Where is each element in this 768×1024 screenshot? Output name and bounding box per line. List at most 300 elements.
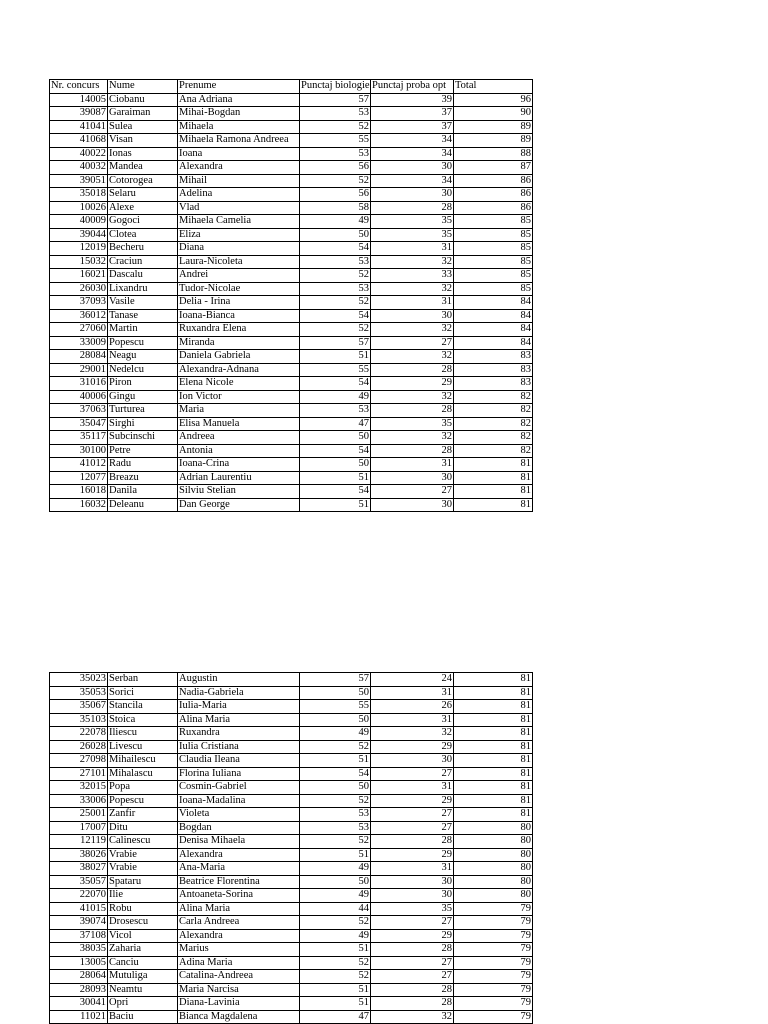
- nume-cell: Ditu: [108, 821, 178, 835]
- prenume-cell: Ioana-Bianca: [178, 309, 300, 323]
- nume-cell: Lixandru: [108, 282, 178, 296]
- header-nume: Nume: [108, 80, 178, 94]
- nume-cell: Ciobanu: [108, 93, 178, 107]
- punctaj-proba-opt-cell: 29: [371, 929, 454, 943]
- punctaj-biologie-cell: 57: [300, 93, 371, 107]
- prenume-cell: Ruxandra: [178, 727, 300, 741]
- punctaj-proba-opt-cell: 30: [371, 889, 454, 903]
- nume-cell: Ionas: [108, 147, 178, 161]
- total-cell: 79: [454, 943, 533, 957]
- punctaj-biologie-cell: 49: [300, 862, 371, 876]
- table-row: [50, 997, 533, 1011]
- punctaj-proba-opt-cell: 27: [371, 808, 454, 822]
- nume-cell: Deleanu: [108, 498, 178, 512]
- punctaj-biologie-cell: 56: [300, 188, 371, 202]
- nume-cell: Serban: [108, 673, 178, 687]
- nume-cell: Cotorogea: [108, 174, 178, 188]
- prenume-cell: Antonia: [178, 444, 300, 458]
- table-row: [50, 767, 533, 781]
- table-row: [50, 875, 533, 889]
- nume-cell: Robu: [108, 902, 178, 916]
- punctaj-proba-opt-cell: 28: [371, 404, 454, 418]
- prenume-cell: Alexandra: [178, 929, 300, 943]
- nume-cell: Selaru: [108, 188, 178, 202]
- total-cell: 88: [454, 147, 533, 161]
- punctaj-biologie-cell: 47: [300, 417, 371, 431]
- nume-cell: Turturea: [108, 404, 178, 418]
- table-row: [50, 296, 533, 310]
- nume-cell: Piron: [108, 377, 178, 391]
- nr-concurs-cell: 28084: [50, 350, 108, 364]
- nr-concurs-cell: 35018: [50, 188, 108, 202]
- nume-cell: Danila: [108, 485, 178, 499]
- nume-cell: Becheru: [108, 242, 178, 256]
- punctaj-proba-opt-cell: 33: [371, 269, 454, 283]
- punctaj-proba-opt-cell: 24: [371, 673, 454, 687]
- punctaj-proba-opt-cell: 30: [371, 498, 454, 512]
- total-cell: 82: [454, 444, 533, 458]
- punctaj-proba-opt-cell: 30: [371, 161, 454, 175]
- prenume-cell: Ioana-Madalina: [178, 794, 300, 808]
- punctaj-proba-opt-cell: 31: [371, 862, 454, 876]
- prenume-cell: Bogdan: [178, 821, 300, 835]
- punctaj-proba-opt-cell: 27: [371, 336, 454, 350]
- total-cell: 79: [454, 929, 533, 943]
- punctaj-proba-opt-cell: 32: [371, 1010, 454, 1024]
- total-cell: 80: [454, 848, 533, 862]
- nume-cell: Stoica: [108, 713, 178, 727]
- total-cell: 81: [454, 727, 533, 741]
- punctaj-biologie-cell: 52: [300, 835, 371, 849]
- nume-cell: Alexe: [108, 201, 178, 215]
- prenume-cell: Mihaela Ramona Andreea: [178, 134, 300, 148]
- total-cell: 85: [454, 255, 533, 269]
- nume-cell: Neamtu: [108, 983, 178, 997]
- nr-concurs-cell: 35047: [50, 417, 108, 431]
- prenume-cell: Ana-Maria: [178, 862, 300, 876]
- punctaj-biologie-cell: 55: [300, 363, 371, 377]
- nr-concurs-cell: 35023: [50, 673, 108, 687]
- nume-cell: Vrabie: [108, 862, 178, 876]
- punctaj-proba-opt-cell: 27: [371, 821, 454, 835]
- nume-cell: Baciu: [108, 1010, 178, 1024]
- table-row: [50, 983, 533, 997]
- punctaj-proba-opt-cell: 30: [371, 875, 454, 889]
- nume-cell: Vasile: [108, 296, 178, 310]
- total-cell: 81: [454, 673, 533, 687]
- nr-concurs-cell: 32015: [50, 781, 108, 795]
- nr-concurs-cell: 14005: [50, 93, 108, 107]
- table-row: [50, 174, 533, 188]
- nume-cell: Spataru: [108, 875, 178, 889]
- punctaj-proba-opt-cell: 28: [371, 997, 454, 1011]
- total-cell: 90: [454, 107, 533, 121]
- punctaj-biologie-cell: 50: [300, 228, 371, 242]
- table-row: [50, 336, 533, 350]
- punctaj-proba-opt-cell: 30: [371, 188, 454, 202]
- table-row: [50, 228, 533, 242]
- punctaj-proba-opt-cell: 27: [371, 916, 454, 930]
- punctaj-biologie-cell: 53: [300, 821, 371, 835]
- table-row: [50, 309, 533, 323]
- table-row: [50, 485, 533, 499]
- nr-concurs-cell: 22070: [50, 889, 108, 903]
- punctaj-proba-opt-cell: 31: [371, 713, 454, 727]
- punctaj-proba-opt-cell: 29: [371, 740, 454, 754]
- nume-cell: Sirghi: [108, 417, 178, 431]
- nr-concurs-cell: 35053: [50, 686, 108, 700]
- punctaj-proba-opt-cell: 32: [371, 727, 454, 741]
- punctaj-proba-opt-cell: 35: [371, 215, 454, 229]
- punctaj-biologie-cell: 52: [300, 970, 371, 984]
- results-table-top: [49, 79, 533, 512]
- punctaj-biologie-cell: 52: [300, 120, 371, 134]
- nume-cell: Stancila: [108, 700, 178, 714]
- total-cell: 81: [454, 485, 533, 499]
- nr-concurs-cell: 38027: [50, 862, 108, 876]
- nr-concurs-cell: 33006: [50, 794, 108, 808]
- total-cell: 83: [454, 377, 533, 391]
- table-row: [50, 161, 533, 175]
- nr-concurs-cell: 41015: [50, 902, 108, 916]
- nr-concurs-cell: 27098: [50, 754, 108, 768]
- punctaj-proba-opt-cell: 39: [371, 93, 454, 107]
- total-cell: 80: [454, 889, 533, 903]
- punctaj-biologie-cell: 54: [300, 485, 371, 499]
- nume-cell: Gogoci: [108, 215, 178, 229]
- nr-concurs-cell: 38035: [50, 943, 108, 957]
- nume-cell: Popescu: [108, 794, 178, 808]
- prenume-cell: Marius: [178, 943, 300, 957]
- nr-concurs-cell: 35067: [50, 700, 108, 714]
- table-row: [50, 390, 533, 404]
- nr-concurs-cell: 40032: [50, 161, 108, 175]
- total-cell: 86: [454, 174, 533, 188]
- punctaj-proba-opt-cell: 30: [371, 471, 454, 485]
- nr-concurs-cell: 22078: [50, 727, 108, 741]
- results-table-bottom: [49, 672, 533, 1024]
- nume-cell: Opri: [108, 997, 178, 1011]
- prenume-cell: Tudor-Nicolae: [178, 282, 300, 296]
- prenume-cell: Violeta: [178, 808, 300, 822]
- nume-cell: Garaiman: [108, 107, 178, 121]
- nr-concurs-cell: 28064: [50, 970, 108, 984]
- total-cell: 83: [454, 350, 533, 364]
- total-cell: 84: [454, 296, 533, 310]
- table-row: [50, 956, 533, 970]
- prenume-cell: Florina Iuliana: [178, 767, 300, 781]
- total-cell: 82: [454, 404, 533, 418]
- prenume-cell: Cosmin-Gabriel: [178, 781, 300, 795]
- table-row: [50, 458, 533, 472]
- punctaj-proba-opt-cell: 32: [371, 255, 454, 269]
- table-row: [50, 120, 533, 134]
- total-cell: 84: [454, 309, 533, 323]
- prenume-cell: Diana-Lavinia: [178, 997, 300, 1011]
- punctaj-biologie-cell: 54: [300, 377, 371, 391]
- punctaj-proba-opt-cell: 29: [371, 377, 454, 391]
- prenume-cell: Adrian Laurentiu: [178, 471, 300, 485]
- nr-concurs-cell: 37093: [50, 296, 108, 310]
- punctaj-biologie-cell: 53: [300, 808, 371, 822]
- prenume-cell: Mihail: [178, 174, 300, 188]
- punctaj-proba-opt-cell: 29: [371, 794, 454, 808]
- nr-concurs-cell: 41068: [50, 134, 108, 148]
- header-punctaj-proba-opt: Punctaj proba opt: [371, 80, 454, 94]
- nume-cell: Dascalu: [108, 269, 178, 283]
- punctaj-proba-opt-cell: 26: [371, 700, 454, 714]
- prenume-cell: Ioana-Crina: [178, 458, 300, 472]
- prenume-cell: Mihaela Camelia: [178, 215, 300, 229]
- table-row: [50, 848, 533, 862]
- header-total: Total: [454, 80, 533, 94]
- nume-cell: Subcinschi: [108, 431, 178, 445]
- punctaj-proba-opt-cell: 28: [371, 943, 454, 957]
- table-row: [50, 242, 533, 256]
- punctaj-biologie-cell: 55: [300, 134, 371, 148]
- table-row: [50, 498, 533, 512]
- total-cell: 79: [454, 902, 533, 916]
- table-row: [50, 323, 533, 337]
- punctaj-proba-opt-cell: 37: [371, 120, 454, 134]
- punctaj-proba-opt-cell: 32: [371, 323, 454, 337]
- punctaj-biologie-cell: 54: [300, 242, 371, 256]
- prenume-cell: Carla Andreea: [178, 916, 300, 930]
- prenume-cell: Ana Adriana: [178, 93, 300, 107]
- nr-concurs-cell: 27101: [50, 767, 108, 781]
- punctaj-proba-opt-cell: 28: [371, 363, 454, 377]
- nume-cell: Calinescu: [108, 835, 178, 849]
- total-cell: 85: [454, 269, 533, 283]
- table-row: [50, 929, 533, 943]
- prenume-cell: Daniela Gabriela: [178, 350, 300, 364]
- prenume-cell: Alexandra-Adnana: [178, 363, 300, 377]
- nume-cell: Nedelcu: [108, 363, 178, 377]
- punctaj-biologie-cell: 54: [300, 767, 371, 781]
- nume-cell: Sorici: [108, 686, 178, 700]
- table-row: [50, 93, 533, 107]
- total-cell: 96: [454, 93, 533, 107]
- punctaj-biologie-cell: 50: [300, 458, 371, 472]
- prenume-cell: Ruxandra Elena: [178, 323, 300, 337]
- prenume-cell: Antoaneta-Sorina: [178, 889, 300, 903]
- total-cell: 82: [454, 431, 533, 445]
- nr-concurs-cell: 40022: [50, 147, 108, 161]
- prenume-cell: Alexandra: [178, 848, 300, 862]
- nr-concurs-cell: 25001: [50, 808, 108, 822]
- punctaj-proba-opt-cell: 31: [371, 686, 454, 700]
- total-cell: 81: [454, 740, 533, 754]
- prenume-cell: Mihai-Bogdan: [178, 107, 300, 121]
- punctaj-biologie-cell: 49: [300, 727, 371, 741]
- total-cell: 84: [454, 323, 533, 337]
- nume-cell: Craciun: [108, 255, 178, 269]
- punctaj-biologie-cell: 52: [300, 323, 371, 337]
- punctaj-biologie-cell: 51: [300, 848, 371, 862]
- table-row: [50, 417, 533, 431]
- nume-cell: Popescu: [108, 336, 178, 350]
- punctaj-proba-opt-cell: 35: [371, 902, 454, 916]
- total-cell: 81: [454, 754, 533, 768]
- table-row: [50, 821, 533, 835]
- punctaj-biologie-cell: 52: [300, 269, 371, 283]
- prenume-cell: Adina Maria: [178, 956, 300, 970]
- prenume-cell: Beatrice Florentina: [178, 875, 300, 889]
- punctaj-biologie-cell: 53: [300, 282, 371, 296]
- punctaj-proba-opt-cell: 28: [371, 835, 454, 849]
- table-row: [50, 781, 533, 795]
- punctaj-proba-opt-cell: 27: [371, 970, 454, 984]
- total-cell: 80: [454, 875, 533, 889]
- prenume-cell: Miranda: [178, 336, 300, 350]
- prenume-cell: Vlad: [178, 201, 300, 215]
- table-row: [50, 404, 533, 418]
- punctaj-proba-opt-cell: 28: [371, 983, 454, 997]
- prenume-cell: Maria: [178, 404, 300, 418]
- punctaj-proba-opt-cell: 32: [371, 282, 454, 296]
- total-cell: 83: [454, 363, 533, 377]
- prenume-cell: Andreea: [178, 431, 300, 445]
- table-row: [50, 916, 533, 930]
- header-punctaj-biologie: Punctaj biologie: [301, 80, 370, 91]
- nume-cell: Ilie: [108, 889, 178, 903]
- nume-cell: Vrabie: [108, 848, 178, 862]
- nr-concurs-cell: 30100: [50, 444, 108, 458]
- nr-concurs-cell: 16018: [50, 485, 108, 499]
- punctaj-proba-opt-cell: 35: [371, 228, 454, 242]
- nr-concurs-cell: 39087: [50, 107, 108, 121]
- punctaj-biologie-cell: 49: [300, 929, 371, 943]
- table-row: [50, 269, 533, 283]
- prenume-cell: Bianca Magdalena: [178, 1010, 300, 1024]
- nr-concurs-cell: 26028: [50, 740, 108, 754]
- nume-cell: Livescu: [108, 740, 178, 754]
- prenume-cell: Denisa Mihaela: [178, 835, 300, 849]
- nume-cell: Gingu: [108, 390, 178, 404]
- nr-concurs-cell: 10026: [50, 201, 108, 215]
- nume-cell: Zaharia: [108, 943, 178, 957]
- punctaj-biologie-cell: 51: [300, 471, 371, 485]
- nume-cell: Mihailescu: [108, 754, 178, 768]
- punctaj-proba-opt-cell: 27: [371, 767, 454, 781]
- punctaj-biologie-cell: 51: [300, 943, 371, 957]
- nume-cell: Mutuliga: [108, 970, 178, 984]
- nr-concurs-cell: 26030: [50, 282, 108, 296]
- punctaj-biologie-cell: 53: [300, 107, 371, 121]
- nume-cell: Drosescu: [108, 916, 178, 930]
- nr-concurs-cell: 12019: [50, 242, 108, 256]
- punctaj-proba-opt-cell: 35: [371, 417, 454, 431]
- total-cell: 89: [454, 120, 533, 134]
- nr-concurs-cell: 37108: [50, 929, 108, 943]
- table-row: [50, 889, 533, 903]
- prenume-cell: Alexandra: [178, 161, 300, 175]
- punctaj-biologie-cell: 57: [300, 336, 371, 350]
- total-cell: 85: [454, 215, 533, 229]
- nume-cell: Canciu: [108, 956, 178, 970]
- nr-concurs-cell: 35117: [50, 431, 108, 445]
- prenume-cell: Nadia-Gabriela: [178, 686, 300, 700]
- prenume-cell: Alina Maria: [178, 902, 300, 916]
- total-cell: 81: [454, 686, 533, 700]
- punctaj-biologie-cell: 52: [300, 740, 371, 754]
- punctaj-biologie-cell: 57: [300, 673, 371, 687]
- prenume-cell: Ion Victor: [178, 390, 300, 404]
- nr-concurs-cell: 28093: [50, 983, 108, 997]
- prenume-cell: Maria Narcisa: [178, 983, 300, 997]
- nr-concurs-cell: 35057: [50, 875, 108, 889]
- nume-cell: Petre: [108, 444, 178, 458]
- punctaj-proba-opt-cell: 28: [371, 444, 454, 458]
- table-row: [50, 471, 533, 485]
- total-cell: 79: [454, 983, 533, 997]
- total-cell: 86: [454, 201, 533, 215]
- table-row: [50, 943, 533, 957]
- total-cell: 81: [454, 781, 533, 795]
- nr-concurs-cell: 30041: [50, 997, 108, 1011]
- table-row: [50, 201, 533, 215]
- total-cell: 81: [454, 808, 533, 822]
- prenume-cell: Elena Nicole: [178, 377, 300, 391]
- table-row: [50, 188, 533, 202]
- nume-cell: Mandea: [108, 161, 178, 175]
- total-cell: 84: [454, 336, 533, 350]
- nr-concurs-cell: 27060: [50, 323, 108, 337]
- total-cell: 79: [454, 970, 533, 984]
- prenume-cell: Elisa Manuela: [178, 417, 300, 431]
- nr-concurs-cell: 39051: [50, 174, 108, 188]
- punctaj-biologie-cell: 52: [300, 956, 371, 970]
- punctaj-biologie-cell: 52: [300, 174, 371, 188]
- total-cell: 82: [454, 390, 533, 404]
- nume-cell: Clotea: [108, 228, 178, 242]
- prenume-cell: Diana: [178, 242, 300, 256]
- punctaj-proba-opt-cell: 31: [371, 458, 454, 472]
- punctaj-proba-opt-cell: 29: [371, 848, 454, 862]
- punctaj-biologie-cell: 50: [300, 686, 371, 700]
- prenume-cell: Eliza: [178, 228, 300, 242]
- total-cell: 79: [454, 916, 533, 930]
- total-cell: 86: [454, 188, 533, 202]
- total-cell: 81: [454, 794, 533, 808]
- table-row: [50, 350, 533, 364]
- nume-cell: Vicol: [108, 929, 178, 943]
- punctaj-biologie-cell: 51: [300, 350, 371, 364]
- table-row: [50, 970, 533, 984]
- punctaj-biologie-cell: 50: [300, 431, 371, 445]
- prenume-cell: Alina Maria: [178, 713, 300, 727]
- total-cell: 87: [454, 161, 533, 175]
- nr-concurs-cell: 13005: [50, 956, 108, 970]
- nr-concurs-cell: 12119: [50, 835, 108, 849]
- punctaj-proba-opt-cell: 31: [371, 781, 454, 795]
- table-row: [50, 107, 533, 121]
- punctaj-proba-opt-cell: 27: [371, 956, 454, 970]
- table-row: [50, 147, 533, 161]
- nr-concurs-cell: 40006: [50, 390, 108, 404]
- table-row: [50, 808, 533, 822]
- prenume-cell: Andrei: [178, 269, 300, 283]
- header-prenume: Prenume: [178, 80, 300, 94]
- prenume-cell: Iulia-Maria: [178, 700, 300, 714]
- table-row: [50, 727, 533, 741]
- total-cell: 85: [454, 282, 533, 296]
- total-cell: 80: [454, 821, 533, 835]
- punctaj-biologie-cell: 50: [300, 875, 371, 889]
- table-row: [50, 444, 533, 458]
- punctaj-biologie-cell: 51: [300, 997, 371, 1011]
- total-cell: 81: [454, 713, 533, 727]
